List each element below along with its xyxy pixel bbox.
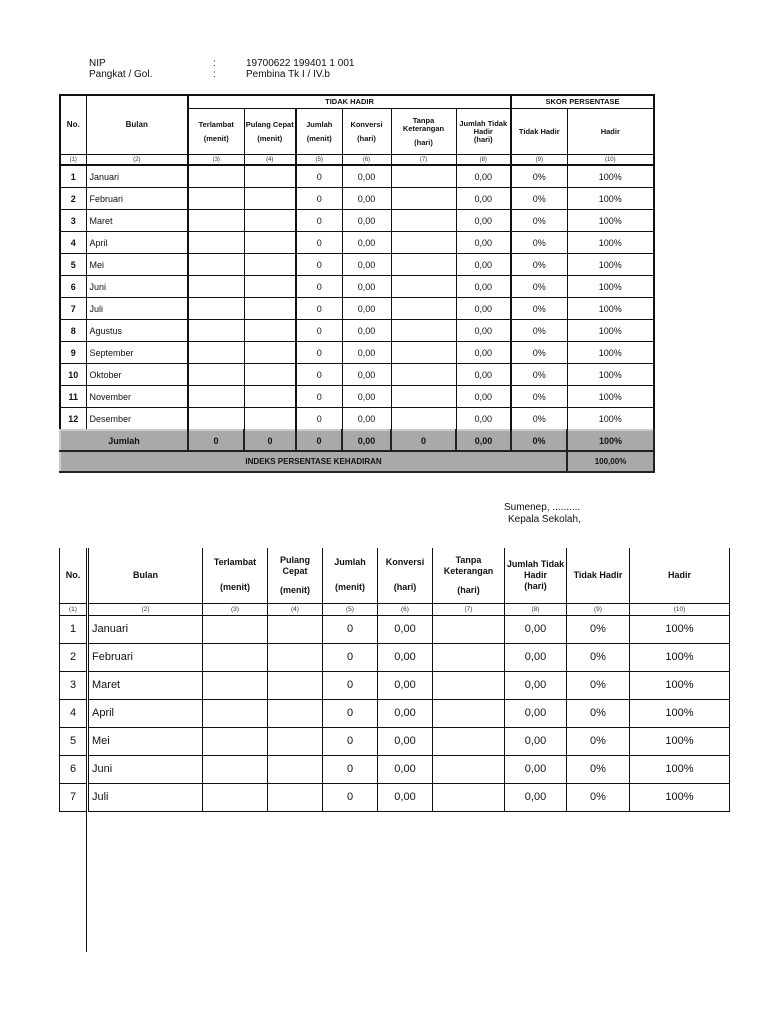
table-row <box>60 671 730 699</box>
cell-tidak-hadir: 0% <box>567 615 630 643</box>
cell-tidak-hadir: 0% <box>511 232 567 254</box>
table-row <box>60 210 654 232</box>
header-tanpa-keterangan: Tanpa Keterangan (hari) <box>391 109 456 155</box>
cell-no: 2 <box>60 188 86 210</box>
cell-bulan: Oktober <box>86 364 188 386</box>
cell-no: 4 <box>60 699 88 727</box>
cell-tidak-hadir: 0% <box>511 165 567 188</box>
cell-jumlah-tidak-hadir: 0,00 <box>456 254 511 276</box>
cell-pulang-cepat <box>244 188 296 210</box>
signature-place-date: Sumenep, .......... <box>504 502 581 513</box>
cell-no: 11 <box>60 386 86 408</box>
cell-konversi: 0,00 <box>378 671 433 699</box>
total-konversi: 0,00 <box>342 430 391 451</box>
col-number: (6) <box>342 155 391 166</box>
cell-tanpa-keterangan <box>391 386 456 408</box>
cell-jumlah-tidak-hadir: 0,00 <box>456 386 511 408</box>
cell-terlambat <box>188 342 244 364</box>
cell-terlambat <box>188 320 244 342</box>
rank-value: Pembina Tk I / IV.b <box>246 69 330 80</box>
cell-konversi: 0,00 <box>378 643 433 671</box>
cell-jumlah: 0 <box>323 671 378 699</box>
cell-hadir: 100% <box>630 699 730 727</box>
header-skor-hadir: Hadir <box>567 109 654 155</box>
cell-tidak-hadir: 0% <box>511 298 567 320</box>
cell-jumlah: 0 <box>296 232 342 254</box>
header-no: No. <box>60 548 88 603</box>
table-row <box>60 386 654 408</box>
cell-no: 3 <box>60 210 86 232</box>
col-number: (10) <box>567 155 654 166</box>
col-number: (5) <box>323 603 378 615</box>
cell-bulan: April <box>88 699 203 727</box>
cell-bulan: November <box>86 386 188 408</box>
cell-jumlah: 0 <box>323 615 378 643</box>
col-number: (6) <box>378 603 433 615</box>
cell-pulang-cepat <box>244 165 296 188</box>
header-jumlah-tidak-hadir: Jumlah Tidak Hadir (hari) <box>505 548 567 603</box>
cell-bulan: Januari <box>88 615 203 643</box>
col-number: (1) <box>60 155 86 166</box>
cell-terlambat <box>188 254 244 276</box>
cell-jumlah-tidak-hadir: 0,00 <box>456 210 511 232</box>
col-number: (9) <box>567 603 630 615</box>
cell-terlambat <box>188 232 244 254</box>
cell-no: 8 <box>60 320 86 342</box>
header-jumlah-tidak-hadir: Jumlah Tidak Hadir (hari) <box>456 109 511 155</box>
rank-colon: : <box>213 69 216 80</box>
cell-konversi: 0,00 <box>342 298 391 320</box>
cell-konversi: 0,00 <box>342 188 391 210</box>
cell-tidak-hadir: 0% <box>511 408 567 431</box>
cell-terlambat <box>188 408 244 431</box>
cell-tidak-hadir: 0% <box>567 727 630 755</box>
cell-jumlah: 0 <box>296 188 342 210</box>
cell-bulan: April <box>86 232 188 254</box>
signature-title: Kepala Sekolah, <box>508 514 581 525</box>
table-row <box>60 298 654 320</box>
cell-konversi: 0,00 <box>378 615 433 643</box>
cell-pulang-cepat <box>244 276 296 298</box>
index-label: INDEKS PERSENTASE KEHADIRAN <box>60 451 567 472</box>
cell-pulang-cepat <box>268 699 323 727</box>
cell-no: 2 <box>60 643 88 671</box>
cell-hadir: 100% <box>630 783 730 811</box>
cell-hadir: 100% <box>630 615 730 643</box>
cell-jumlah: 0 <box>323 783 378 811</box>
cell-konversi: 0,00 <box>342 408 391 431</box>
cell-pulang-cepat <box>244 210 296 232</box>
table-row <box>60 364 654 386</box>
cell-jumlah: 0 <box>296 364 342 386</box>
header-skor-tidak-hadir: Tidak Hadir <box>567 548 630 603</box>
cell-jumlah-tidak-hadir: 0,00 <box>456 276 511 298</box>
group-header-skor: SKOR PERSENTASE <box>511 95 654 109</box>
cell-jumlah-tidak-hadir: 0,00 <box>505 755 567 783</box>
cell-hadir: 100% <box>630 643 730 671</box>
cell-jumlah: 0 <box>296 276 342 298</box>
col-number: (7) <box>433 603 505 615</box>
cell-tidak-hadir: 0% <box>567 671 630 699</box>
group-header-tidak-hadir: TIDAK HADIR <box>188 95 511 109</box>
total-jumlah-tidak-hadir: 0,00 <box>456 430 511 451</box>
cell-konversi: 0,00 <box>378 699 433 727</box>
index-value: 100,00% <box>567 451 654 472</box>
cell-jumlah: 0 <box>296 408 342 431</box>
cell-tanpa-keterangan <box>391 364 456 386</box>
nip-label: NIP <box>89 58 106 69</box>
nip-value: 19700622 199401 1 001 <box>246 58 355 69</box>
cell-tanpa-keterangan <box>433 615 505 643</box>
cell-tidak-hadir: 0% <box>511 188 567 210</box>
cell-no: 4 <box>60 232 86 254</box>
cell-jumlah-tidak-hadir: 0,00 <box>456 408 511 431</box>
table-row <box>60 232 654 254</box>
cell-terlambat <box>188 276 244 298</box>
header-jumlah: Jumlah (menit) <box>323 548 378 603</box>
cell-tidak-hadir: 0% <box>511 320 567 342</box>
col-number: (4) <box>244 155 296 166</box>
cell-jumlah: 0 <box>296 165 342 188</box>
cell-hadir: 100% <box>567 298 654 320</box>
cell-terlambat <box>188 165 244 188</box>
header-pulang-cepat: Pulang Cepat (menit) <box>268 548 323 603</box>
cell-hadir: 100% <box>630 727 730 755</box>
cell-bulan: Mei <box>88 727 203 755</box>
cell-no: 10 <box>60 364 86 386</box>
col-number: (2) <box>86 155 188 166</box>
page-edge-line <box>86 812 87 952</box>
table-row <box>60 408 654 431</box>
cell-tanpa-keterangan <box>391 188 456 210</box>
cell-pulang-cepat <box>268 671 323 699</box>
col-number: (3) <box>203 603 268 615</box>
header-konversi: Konversi (hari) <box>378 548 433 603</box>
cell-hadir: 100% <box>567 210 654 232</box>
col-number: (5) <box>296 155 342 166</box>
cell-tidak-hadir: 0% <box>511 254 567 276</box>
cell-jumlah-tidak-hadir: 0,00 <box>505 699 567 727</box>
cell-bulan: Desember <box>86 408 188 431</box>
cell-terlambat <box>188 188 244 210</box>
cell-tanpa-keterangan <box>391 232 456 254</box>
cell-pulang-cepat <box>244 232 296 254</box>
total-row <box>60 430 654 451</box>
col-number: (4) <box>268 603 323 615</box>
total-label: Jumlah <box>60 430 188 451</box>
cell-pulang-cepat <box>244 408 296 431</box>
header-tanpa-keterangan: Tanpa Keterangan (hari) <box>433 548 505 603</box>
cell-jumlah-tidak-hadir: 0,00 <box>456 188 511 210</box>
cell-terlambat <box>203 755 268 783</box>
cell-hadir: 100% <box>567 364 654 386</box>
cell-tanpa-keterangan <box>391 408 456 431</box>
header-skor-hadir: Hadir <box>630 548 730 603</box>
nip-colon: : <box>213 58 216 69</box>
cell-bulan: Juli <box>88 783 203 811</box>
cell-tanpa-keterangan <box>391 276 456 298</box>
cell-no: 9 <box>60 342 86 364</box>
cell-no: 3 <box>60 671 88 699</box>
cell-pulang-cepat <box>244 254 296 276</box>
cell-tidak-hadir: 0% <box>511 210 567 232</box>
cell-pulang-cepat <box>244 386 296 408</box>
rank-label: Pangkat / Gol. <box>89 69 153 80</box>
cell-hadir: 100% <box>567 276 654 298</box>
table-row <box>60 699 730 727</box>
total-jumlah: 0 <box>296 430 342 451</box>
col-number: (8) <box>456 155 511 166</box>
table-row <box>60 254 654 276</box>
col-number: (2) <box>88 603 203 615</box>
cell-jumlah: 0 <box>323 755 378 783</box>
cell-pulang-cepat <box>244 320 296 342</box>
cell-no: 7 <box>60 783 88 811</box>
cell-tanpa-keterangan <box>391 210 456 232</box>
cell-terlambat <box>188 386 244 408</box>
cell-konversi: 0,00 <box>378 755 433 783</box>
cell-hadir: 100% <box>630 671 730 699</box>
cell-tanpa-keterangan <box>433 783 505 811</box>
table-row <box>60 188 654 210</box>
header-skor-tidak-hadir: Tidak Hadir <box>511 109 567 155</box>
cell-tanpa-keterangan <box>391 320 456 342</box>
cell-pulang-cepat <box>268 727 323 755</box>
attendance-table-continued <box>59 548 730 812</box>
total-terlambat: 0 <box>188 430 244 451</box>
attendance-table-full-year <box>59 94 655 473</box>
total-tanpa-keterangan: 0 <box>391 430 456 451</box>
header-no: No. <box>60 95 86 155</box>
cell-terlambat <box>188 210 244 232</box>
cell-no: 6 <box>60 276 86 298</box>
header-konversi: Konversi (hari) <box>342 109 391 155</box>
cell-konversi: 0,00 <box>342 210 391 232</box>
col-number: (8) <box>505 603 567 615</box>
cell-bulan: Juni <box>88 755 203 783</box>
cell-hadir: 100% <box>567 188 654 210</box>
cell-tidak-hadir: 0% <box>511 364 567 386</box>
cell-hadir: 100% <box>567 165 654 188</box>
table-row <box>60 643 730 671</box>
cell-bulan: Februari <box>86 188 188 210</box>
cell-pulang-cepat <box>244 364 296 386</box>
cell-pulang-cepat <box>244 342 296 364</box>
index-row <box>60 451 654 472</box>
cell-jumlah-tidak-hadir: 0,00 <box>456 364 511 386</box>
cell-jumlah: 0 <box>296 254 342 276</box>
cell-jumlah: 0 <box>296 298 342 320</box>
cell-konversi: 0,00 <box>342 254 391 276</box>
cell-konversi: 0,00 <box>342 364 391 386</box>
cell-jumlah-tidak-hadir: 0,00 <box>505 643 567 671</box>
cell-konversi: 0,00 <box>342 165 391 188</box>
cell-terlambat <box>203 699 268 727</box>
cell-no: 5 <box>60 254 86 276</box>
cell-pulang-cepat <box>268 755 323 783</box>
cell-terlambat <box>203 727 268 755</box>
table-row <box>60 755 730 783</box>
total-tidak-hadir: 0% <box>511 430 567 451</box>
cell-konversi: 0,00 <box>378 783 433 811</box>
cell-konversi: 0,00 <box>342 232 391 254</box>
cell-jumlah: 0 <box>296 386 342 408</box>
col-number: (9) <box>511 155 567 166</box>
table-row <box>60 615 730 643</box>
cell-jumlah-tidak-hadir: 0,00 <box>456 298 511 320</box>
cell-hadir: 100% <box>567 408 654 431</box>
cell-tidak-hadir: 0% <box>567 643 630 671</box>
cell-jumlah: 0 <box>323 643 378 671</box>
table-row <box>60 165 654 188</box>
cell-terlambat <box>203 615 268 643</box>
cell-tidak-hadir: 0% <box>567 783 630 811</box>
cell-terlambat <box>203 671 268 699</box>
cell-tanpa-keterangan <box>433 755 505 783</box>
cell-pulang-cepat <box>268 783 323 811</box>
cell-terlambat <box>188 298 244 320</box>
cell-terlambat <box>188 364 244 386</box>
cell-jumlah-tidak-hadir: 0,00 <box>505 783 567 811</box>
cell-pulang-cepat <box>244 298 296 320</box>
cell-tanpa-keterangan <box>433 643 505 671</box>
cell-hadir: 100% <box>567 342 654 364</box>
cell-jumlah-tidak-hadir: 0,00 <box>505 671 567 699</box>
col-number: (10) <box>630 603 730 615</box>
cell-jumlah-tidak-hadir: 0,00 <box>456 342 511 364</box>
cell-konversi: 0,00 <box>342 342 391 364</box>
cell-konversi: 0,00 <box>342 276 391 298</box>
header-terlambat: Terlambat (menit) <box>203 548 268 603</box>
cell-bulan: Januari <box>86 165 188 188</box>
cell-tidak-hadir: 0% <box>511 386 567 408</box>
cell-pulang-cepat <box>268 615 323 643</box>
cell-jumlah-tidak-hadir: 0,00 <box>456 320 511 342</box>
cell-no: 6 <box>60 755 88 783</box>
table-row <box>60 727 730 755</box>
cell-konversi: 0,00 <box>378 727 433 755</box>
cell-no: 12 <box>60 408 86 431</box>
cell-tanpa-keterangan <box>391 342 456 364</box>
cell-hadir: 100% <box>567 254 654 276</box>
cell-no: 5 <box>60 727 88 755</box>
cell-no: 1 <box>60 165 86 188</box>
cell-tanpa-keterangan <box>433 671 505 699</box>
header-bulan: Bulan <box>88 548 203 603</box>
cell-no: 1 <box>60 615 88 643</box>
table-row <box>60 276 654 298</box>
cell-jumlah-tidak-hadir: 0,00 <box>505 615 567 643</box>
cell-terlambat <box>203 783 268 811</box>
cell-tanpa-keterangan <box>433 699 505 727</box>
header-jumlah: Jumlah (menit) <box>296 109 342 155</box>
cell-jumlah: 0 <box>323 699 378 727</box>
cell-bulan: Maret <box>88 671 203 699</box>
cell-jumlah: 0 <box>296 342 342 364</box>
cell-tanpa-keterangan <box>433 727 505 755</box>
cell-jumlah-tidak-hadir: 0,00 <box>456 232 511 254</box>
cell-hadir: 100% <box>567 232 654 254</box>
cell-jumlah-tidak-hadir: 0,00 <box>505 727 567 755</box>
cell-tanpa-keterangan <box>391 165 456 188</box>
cell-tidak-hadir: 0% <box>511 342 567 364</box>
total-hadir: 100% <box>567 430 654 451</box>
col-number: (3) <box>188 155 244 166</box>
cell-jumlah-tidak-hadir: 0,00 <box>456 165 511 188</box>
cell-bulan: Februari <box>88 643 203 671</box>
col-number: (1) <box>60 603 88 615</box>
cell-tidak-hadir: 0% <box>567 755 630 783</box>
cell-hadir: 100% <box>630 755 730 783</box>
cell-terlambat <box>203 643 268 671</box>
table-row <box>60 783 730 811</box>
table-row <box>60 320 654 342</box>
header-bulan: Bulan <box>86 95 188 155</box>
cell-konversi: 0,00 <box>342 386 391 408</box>
cell-no: 7 <box>60 298 86 320</box>
cell-tidak-hadir: 0% <box>511 276 567 298</box>
header-terlambat: Terlambat (menit) <box>188 109 244 155</box>
cell-bulan: Agustus <box>86 320 188 342</box>
cell-bulan: September <box>86 342 188 364</box>
cell-hadir: 100% <box>567 320 654 342</box>
cell-konversi: 0,00 <box>342 320 391 342</box>
cell-tanpa-keterangan <box>391 298 456 320</box>
cell-jumlah: 0 <box>296 210 342 232</box>
total-pulang-cepat: 0 <box>244 430 296 451</box>
col-number: (7) <box>391 155 456 166</box>
cell-hadir: 100% <box>567 386 654 408</box>
cell-bulan: Mei <box>86 254 188 276</box>
cell-bulan: Juli <box>86 298 188 320</box>
cell-pulang-cepat <box>268 643 323 671</box>
header-pulang-cepat: Pulang Cepat (menit) <box>244 109 296 155</box>
cell-jumlah: 0 <box>323 727 378 755</box>
table-row <box>60 342 654 364</box>
cell-bulan: Juni <box>86 276 188 298</box>
cell-bulan: Maret <box>86 210 188 232</box>
cell-tidak-hadir: 0% <box>567 699 630 727</box>
cell-jumlah: 0 <box>296 320 342 342</box>
cell-tanpa-keterangan <box>391 254 456 276</box>
